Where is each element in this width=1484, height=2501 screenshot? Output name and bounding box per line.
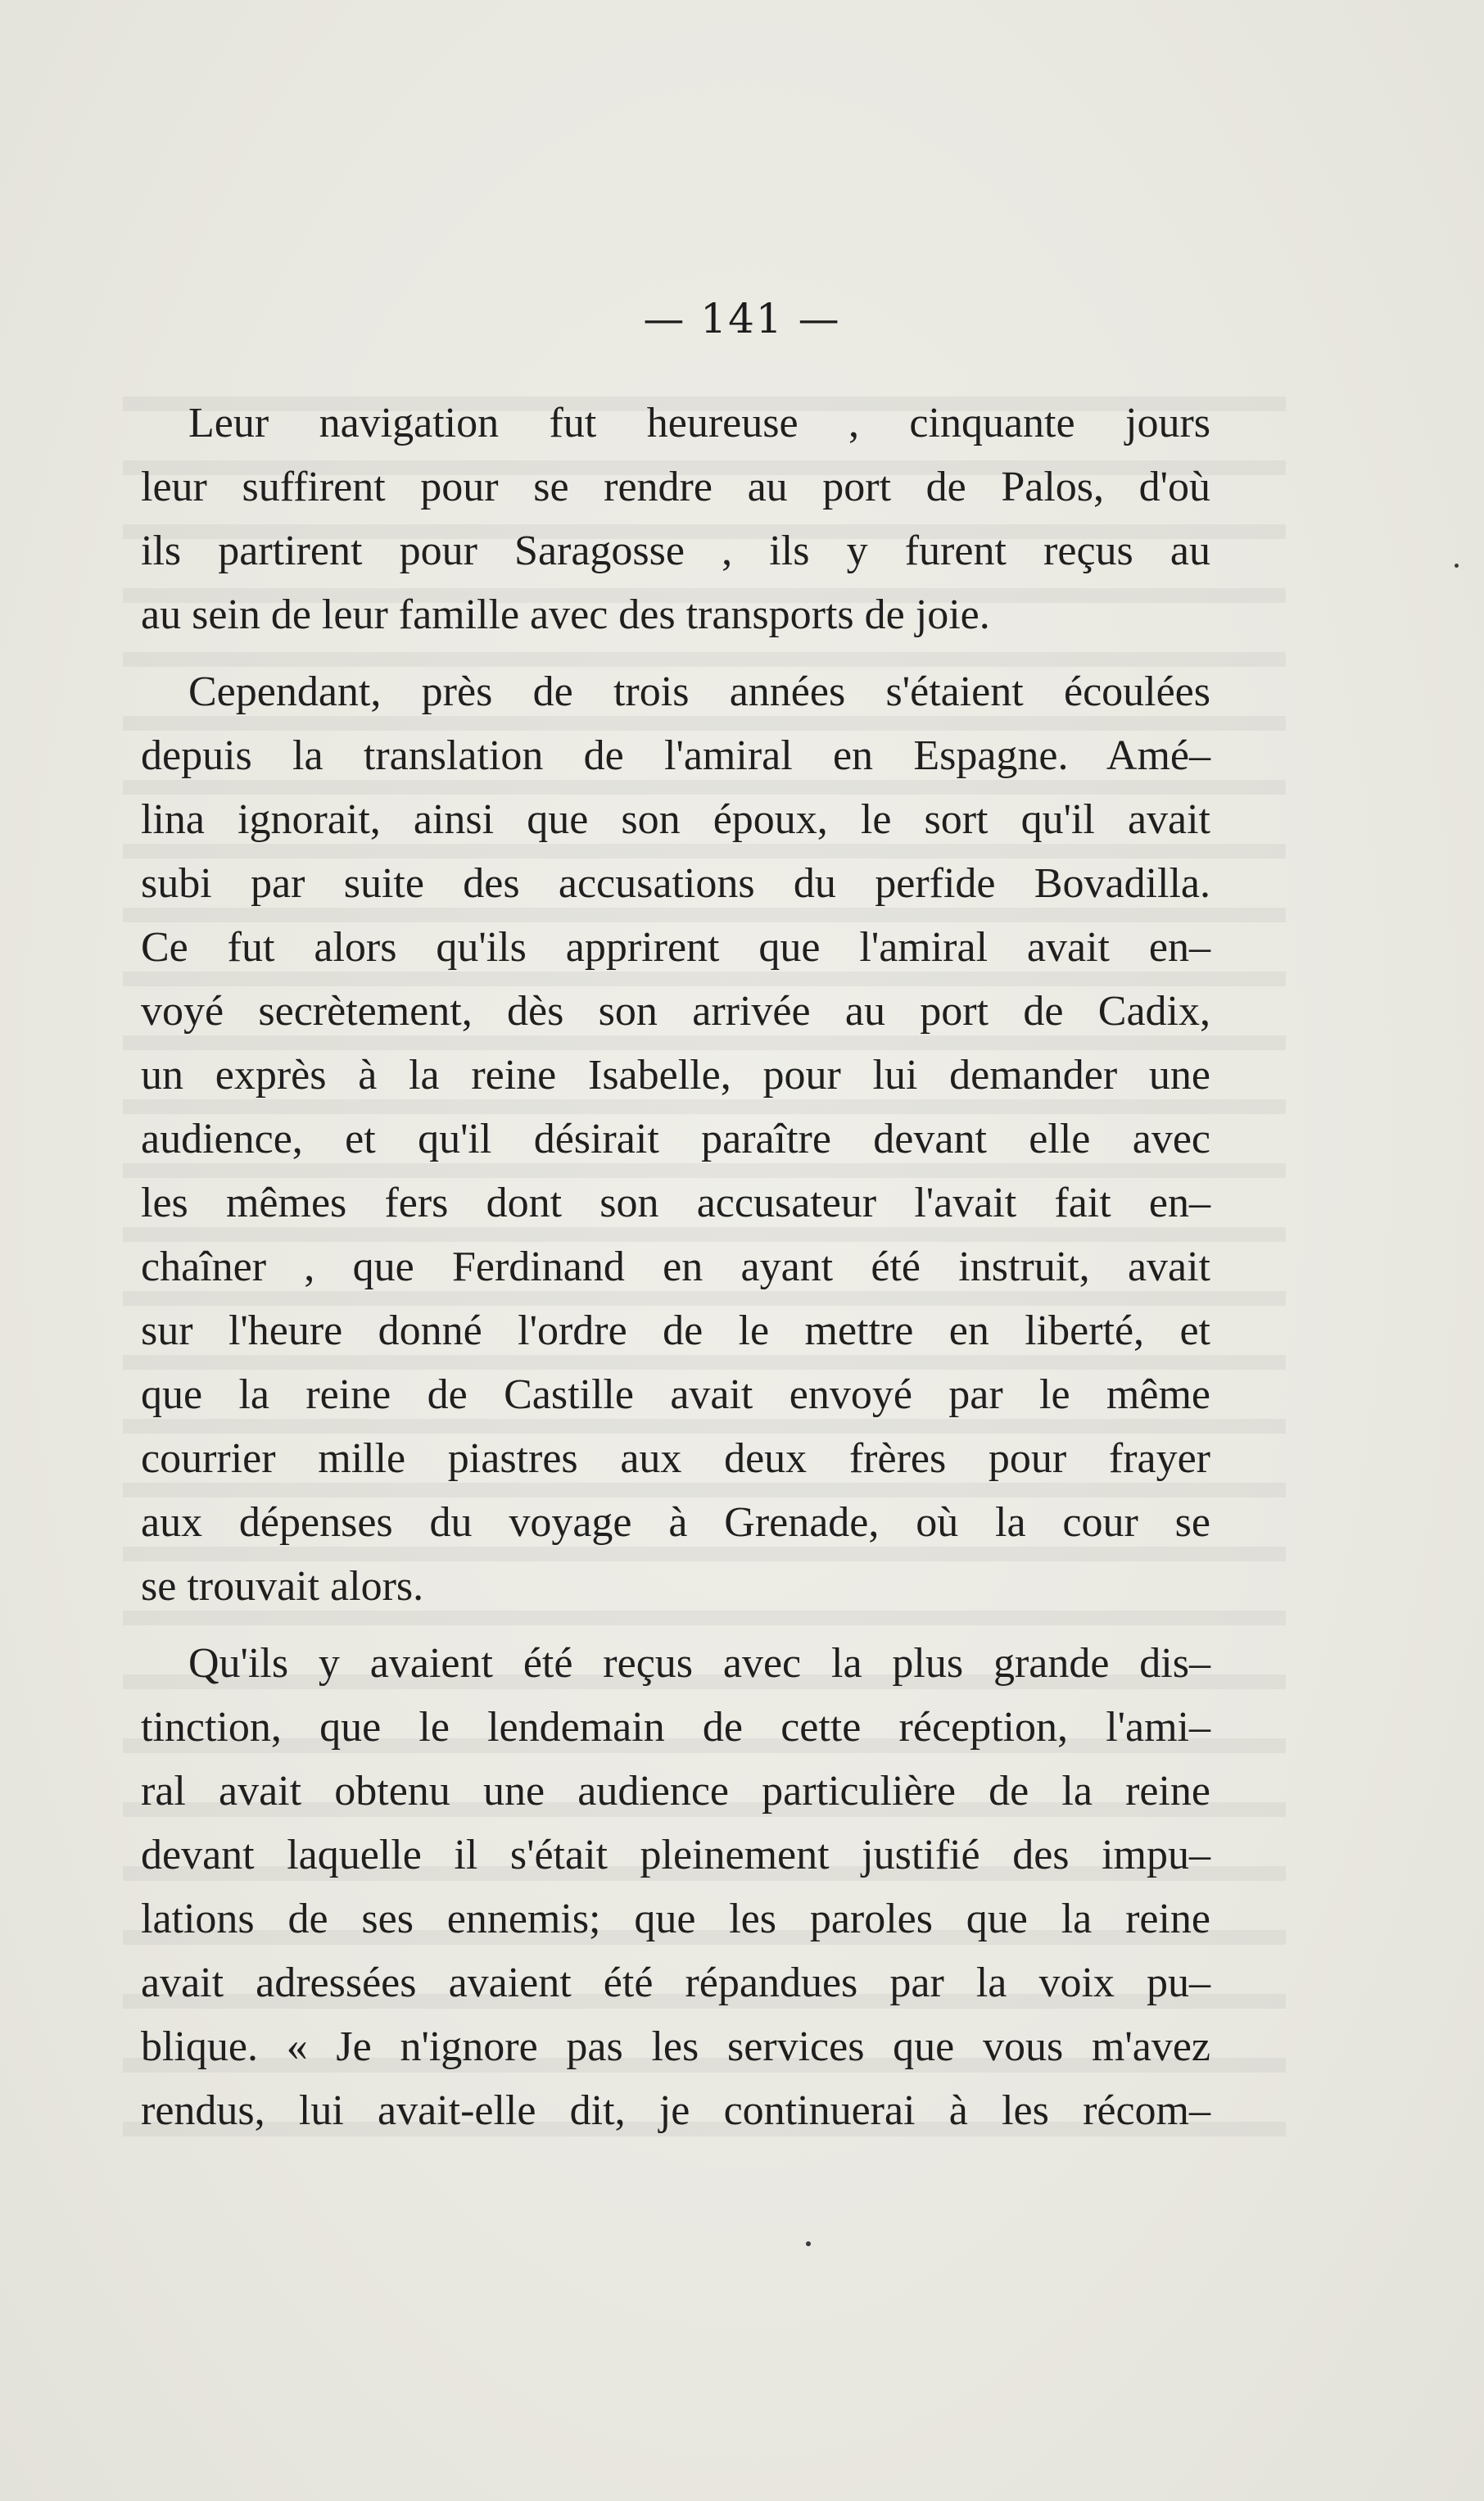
text-line: ils partirent pour Saragosse , ils y furent reçus au — [141, 528, 1210, 574]
text-line: se trouvait alors. — [141, 1563, 424, 1610]
paragraph-2 — [141, 660, 1210, 1619]
text-line: voyé secrètement, dès son arrivée au port de Cadix, — [141, 988, 1210, 1035]
text-line: ral avait obtenu une audience particulière de la reine — [141, 1768, 1210, 1815]
text-line: rendus, lui avait-elle dit, je continuerai à les récom– — [141, 2087, 1210, 2134]
text-line: tinction, que le lendemain de cette réception, l'ami– — [141, 1704, 1210, 1751]
text-line: depuis la translation de l'amiral en Espagne. Amé– — [141, 732, 1210, 779]
text-line: chaîner , que Ferdinand en ayant été instruit, avait — [141, 1244, 1210, 1290]
text-line: les mêmes fers dont son accusateur l'avait fait en– — [141, 1180, 1210, 1226]
text-line: subi par suite des accusations du perfide Bovadilla. — [141, 860, 1210, 907]
text-line: audience, et qu'il désirait paraître devant elle avec — [141, 1116, 1210, 1162]
text-line: un exprès à la reine Isabelle, pour lui demander une — [141, 1052, 1210, 1099]
text-line: aux dépenses du voyage à Grenade, où la cour se — [141, 1499, 1210, 1546]
text-line: lina ignorait, ainsi que son époux, le sort qu'il avait — [141, 796, 1210, 843]
text-line: Qu'ils y avaient été reçus avec la plus grande dis– — [188, 1640, 1210, 1687]
text-line: avait adressées avaient été répandues par la voix pu– — [141, 1960, 1210, 2006]
text-line: Cependant, près de trois années s'étaient écoulées — [188, 668, 1210, 715]
text-line: devant laquelle il s'était pleinement justifié des impu– — [141, 1832, 1210, 1878]
paragraph-3 — [141, 1632, 1210, 2143]
page-number: — 141 — — [643, 295, 841, 342]
paragraph-1 — [141, 392, 1210, 647]
text-line: sur l'heure donné l'ordre de le mettre en liberté, et — [141, 1307, 1210, 1354]
text-line: Leur navigation fut heureuse , cinquante jours — [188, 400, 1210, 446]
body-text — [141, 392, 1210, 2156]
text-line: courrier mille piastres aux deux frères pour frayer — [141, 1435, 1210, 1482]
text-line: leur suffirent pour se rendre au port de Palos, d'où — [141, 464, 1210, 510]
text-line: que la reine de Castille avait envoyé par le même — [141, 1371, 1210, 1418]
text-line: lations de ses ennemis; que les paroles que la reine — [141, 1896, 1210, 1942]
text-line: blique. « Je n'ignore pas les services que vous m'avez — [141, 2023, 1210, 2070]
ink-speck — [806, 2241, 811, 2246]
ink-speck — [1455, 564, 1459, 568]
text-line: au sein de leur famille avec des transports de joie. — [141, 591, 990, 638]
text-line: Ce fut alors qu'ils apprirent que l'amiral avait en– — [141, 924, 1210, 971]
